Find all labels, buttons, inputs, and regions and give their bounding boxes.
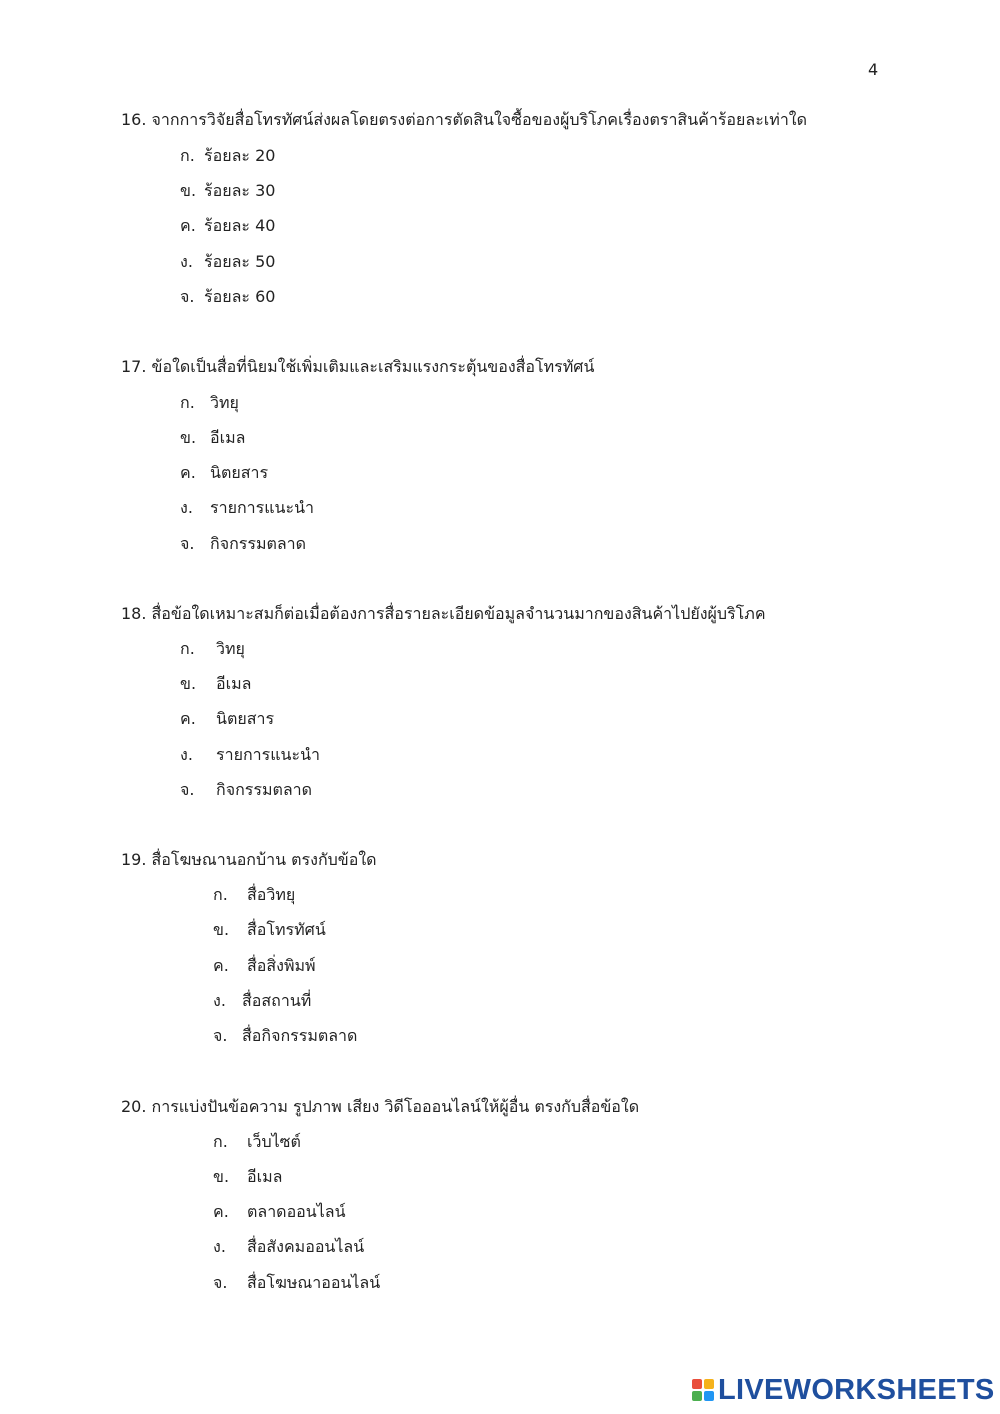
option-20-e[interactable] [213,1271,380,1295]
option-text: ร้อยละ 30 [204,181,276,200]
option-19-a[interactable] [213,883,295,907]
option-17-e[interactable] [180,532,306,556]
option-text: สื่อโทรทัศน์ [247,920,326,939]
option-letter: ค. [180,463,196,482]
logo-square-green [692,1391,702,1401]
option-20-d[interactable] [213,1235,364,1259]
option-text: ร้อยละ 50 [204,252,276,271]
option-letter: ข. [180,428,197,447]
option-19-b[interactable] [213,918,326,942]
option-text: อีเมล [210,428,246,447]
option-letter: ข. [213,1167,230,1186]
option-text: สื่อสถานที่ [242,991,312,1010]
option-16-e[interactable] [180,285,275,309]
option-text: ร้อยละ 40 [204,216,276,235]
option-17-d[interactable] [180,496,314,520]
option-20-b[interactable] [213,1165,282,1189]
option-19-e[interactable] [213,1024,357,1048]
option-letter: ง. [180,498,193,517]
question-text: 17. ข้อใดเป็นสื่อที่นิยมใช้เพิ่มเติมและเสริมแรงกระตุ้นของสื่อโทรทัศน์ [121,357,595,376]
option-letter: ค. [180,216,196,235]
option-20-c[interactable] [213,1200,346,1224]
logo-square-red [692,1379,702,1389]
option-18-d[interactable] [180,743,320,767]
option-text: วิทยุ [216,639,245,658]
option-letter: ข. [213,920,230,939]
option-letter: ค. [213,956,229,975]
option-17-a[interactable] [180,391,239,415]
option-letter: ก. [213,1132,228,1151]
option-16-b[interactable] [180,179,275,203]
option-18-c[interactable] [180,707,274,731]
option-letter: ง. [180,745,193,764]
option-18-b[interactable] [180,672,251,696]
option-text: อีเมล [247,1167,283,1186]
option-letter: ก. [180,639,195,658]
option-18-e[interactable] [180,778,312,802]
option-text: ตลาดออนไลน์ [247,1202,346,1221]
option-text: กิจกรรมตลาด [210,534,307,553]
option-letter: จ. [213,1273,228,1292]
logo-square-yellow [704,1379,714,1389]
option-text: กิจกรรมตลาด [216,780,313,799]
option-letter: จ. [213,1026,228,1045]
question-16 [121,108,807,132]
option-letter: ก. [180,146,195,165]
option-text: ร้อยละ 20 [204,146,276,165]
option-text: นิตยสาร [210,463,269,482]
question-text: 19. สื่อโฆษณานอกบ้าน ตรงกับข้อใด [121,850,377,869]
option-letter: ง. [213,991,226,1010]
option-letter: ก. [213,885,228,904]
option-text: อีเมล [216,674,252,693]
option-text: เว็บไซต์ [247,1132,301,1151]
option-17-c[interactable] [180,461,268,485]
question-text: 18. สื่อข้อใดเหมาะสมก็ต่อเมื่อต้องการสื่อรายละเอียดข้อมูลจำนวนมากของสินค้าไปยังผู้บริโภค [121,604,766,623]
liveworksheets-brand-text: LIVEWORKSHEETS [718,1373,995,1406]
option-text: สื่อสิ่งพิมพ์ [247,956,316,975]
option-letter: ก. [180,393,195,412]
option-text: สื่อโฆษณาออนไลน์ [247,1273,381,1292]
option-16-c[interactable] [180,214,275,238]
option-letter: จ. [180,287,195,306]
option-19-d[interactable] [213,989,311,1013]
option-18-a[interactable] [180,637,245,661]
logo-square-blue [704,1391,714,1401]
question-17 [121,355,594,379]
option-text: สื่อวิทยุ [247,885,296,904]
option-letter: ง. [180,252,193,271]
option-letter: ข. [180,181,197,200]
liveworksheets-logo-icon [692,1379,714,1401]
question-text: 16. จากการวิจัยสื่อโทรทัศน์ส่งผลโดยตรงต่อการตัดสินใจซื้อของผู้บริโภคเรื่องตราสินค้าร้อยละเท่าใด [121,110,807,129]
option-letter: จ. [180,780,195,799]
option-letter: ง. [213,1237,226,1256]
option-text: นิตยสาร [216,709,275,728]
option-text: ร้อยละ 60 [204,287,276,306]
option-letter: ค. [213,1202,229,1221]
question-20 [121,1095,639,1119]
option-text: วิทยุ [210,393,239,412]
option-letter: จ. [180,534,195,553]
option-16-a[interactable] [180,144,275,168]
option-16-d[interactable] [180,250,275,274]
liveworksheets-logo [692,1374,995,1406]
option-20-a[interactable] [213,1130,301,1154]
question-18 [121,602,766,626]
option-letter: ค. [180,709,196,728]
option-text: สื่อกิจกรรมตลาด [242,1026,358,1045]
option-19-c[interactable] [213,954,316,978]
option-17-b[interactable] [180,426,245,450]
page-number: 4 [868,60,879,79]
option-text: รายการแนะนำ [216,745,320,764]
question-text: 20. การแบ่งปันข้อความ รูปภาพ เสียง วิดีโอออนไลน์ให้ผู้อื่น ตรงกับสื่อข้อใด [121,1097,640,1116]
question-19 [121,848,377,872]
option-text: สื่อสังคมออนไลน์ [247,1237,365,1256]
option-text: รายการแนะนำ [210,498,314,517]
option-letter: ข. [180,674,197,693]
